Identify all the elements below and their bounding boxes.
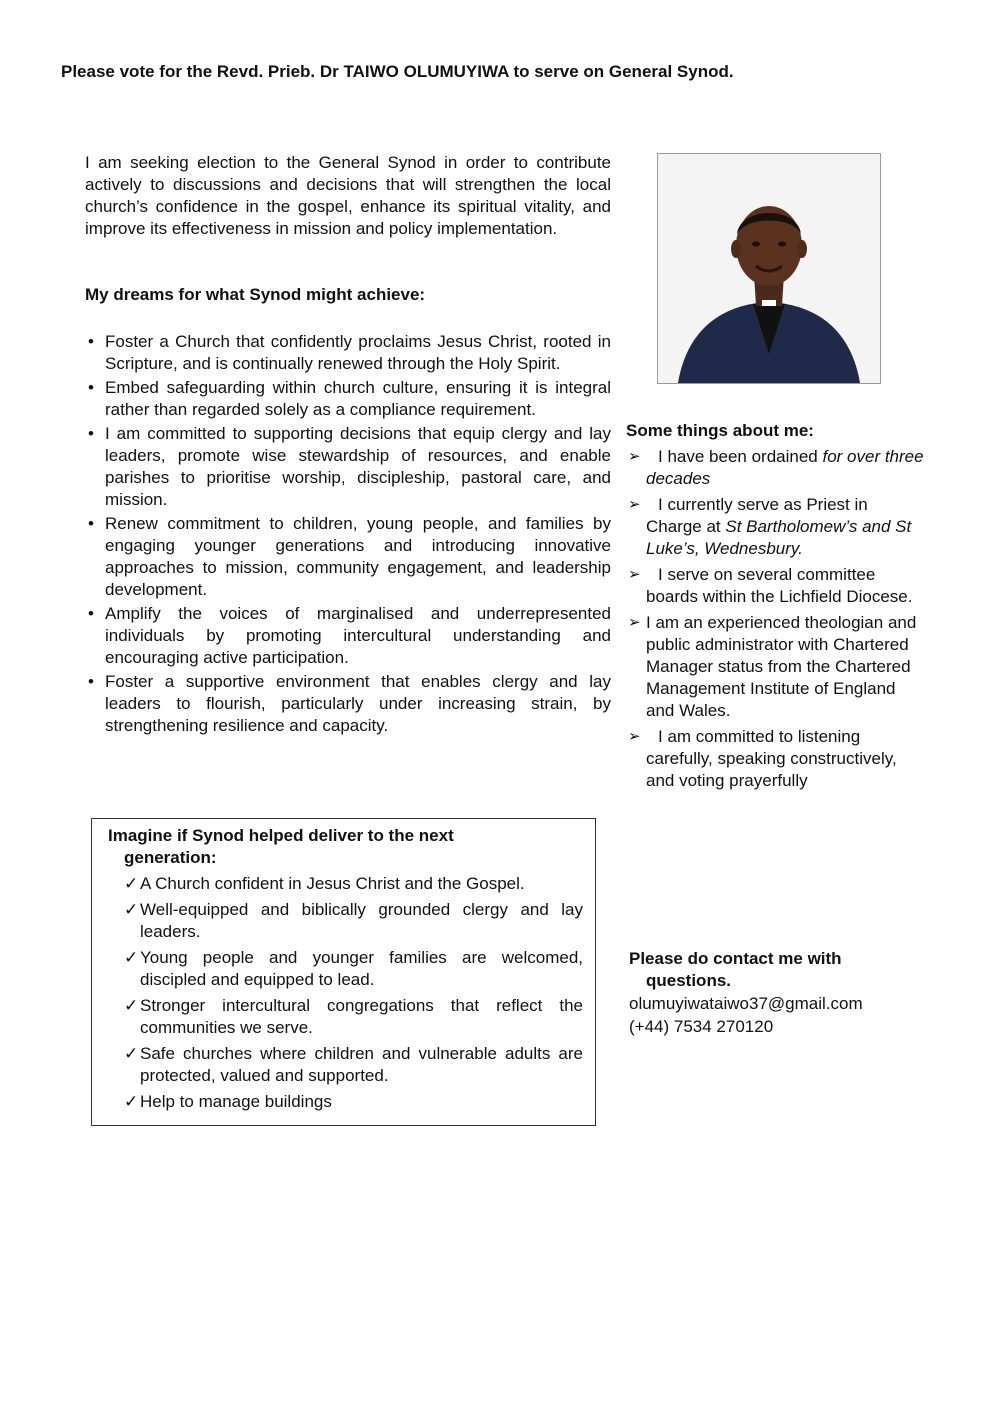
dreams-list — [85, 331, 611, 739]
list-item: ➢ I am an experienced theologian and public administrator with Chartered Manager status from the Chartered Management Institute of England and Wales. — [628, 613, 917, 720]
list-item: ➢ I currently serve as Priest in Charge at St Bartholomew’s and St Luke’s, Wednesbury. — [628, 495, 912, 558]
portrait-image — [658, 154, 880, 383]
check-icon: ✓ — [124, 874, 139, 893]
contact-phone: (+44) 7534 270120 — [629, 1017, 774, 1036]
list-item: • Foster a supportive environment that enables clergy and lay leaders to flourish, particularly under increasing strain, by strengthening resilience and capacity. — [88, 672, 611, 735]
list-item: • Foster a Church that confidently proclaims Jesus Christ, rooted in Scripture, and is continually renewed through the Holy Spirit. — [88, 332, 611, 373]
check-icon: ✓ — [124, 1044, 139, 1063]
bullet-icon: • — [88, 672, 94, 691]
check-icon: ✓ — [124, 948, 139, 967]
bullet-icon: • — [88, 514, 94, 533]
list-item: • I am committed to supporting decisions that equip clergy and lay leaders, promote wise stewardship of resources, and enable parishes to prioritise worship, discipleship, pastoral care, and mission. — [88, 424, 611, 509]
page-heading: Please vote for the Revd. Prieb. Dr TAIWO OLUMUYIWA to serve on General Synod. — [61, 62, 734, 81]
contact-email: olumuyiwataiwo37@gmail.com — [629, 994, 863, 1013]
bullet-icon: • — [88, 424, 94, 443]
list-item: • Renew commitment to children, young people, and families by engaging younger generations and introducing innovative approaches to mission, community engagement, and leadership development. — [88, 514, 611, 599]
list-item: ➢ I serve on several committee boards within the Lichfield Diocese. — [628, 565, 913, 606]
list-item: ✓ Young people and younger families are welcomed, discipled and equipped to lead. — [124, 948, 583, 989]
bullet-icon: • — [88, 604, 94, 623]
list-item: ✓ Well-equipped and biblically grounded clergy and lay leaders. — [124, 900, 583, 941]
list-item: ➢ I am committed to listening carefully, speaking constructively, and voting prayerfully — [628, 727, 897, 790]
list-item: ✓ Help to manage buildings — [124, 1092, 332, 1111]
candidate-photo — [657, 153, 881, 384]
intro-paragraph: I am seeking election to the General Synod in order to contribute actively to discussions and decisions that will strengthen the local church’s confidence in the gospel, enhance its spiritual vitality, and improve its effectiveness in mission and policy implementation. — [85, 153, 611, 238]
arrow-icon: ➢ — [628, 614, 641, 631]
list-item: ✓ A Church confident in Jesus Christ and the Gospel. — [124, 874, 525, 893]
imagine-title: Imagine if Synod helped deliver to the next generation: — [108, 826, 454, 867]
contact-title: Please do contact me with questions. — [629, 949, 842, 990]
list-item: ✓ Safe churches where children and vulnerable adults are protected, valued and supported. — [124, 1044, 583, 1085]
imagine-box — [91, 818, 596, 1126]
arrow-icon: ➢ — [628, 566, 641, 583]
arrow-icon: ➢ — [628, 496, 641, 513]
list-item: ✓ Stronger intercultural congregations that reflect the communities we serve. — [124, 996, 583, 1037]
about-list — [628, 446, 928, 796]
imagine-list — [108, 873, 583, 1113]
dreams-title: My dreams for what Synod might achieve: — [85, 285, 426, 304]
check-icon: ✓ — [124, 1092, 139, 1111]
check-icon: ✓ — [124, 900, 139, 919]
list-item: ➢ I have been ordained for over three decades — [628, 447, 924, 488]
about-title: Some things about me: — [626, 421, 814, 440]
bullet-icon: • — [88, 332, 94, 351]
arrow-icon: ➢ — [628, 728, 641, 745]
list-item: • Embed safeguarding within church culture, ensuring it is integral rather than regarded solely as a compliance requirement. — [88, 378, 611, 419]
bullet-icon: • — [88, 378, 94, 397]
list-item: • Amplify the voices of marginalised and underrepresented individuals by promoting intercultural understanding and encouraging active participation. — [88, 604, 611, 667]
arrow-icon: ➢ — [628, 448, 641, 465]
check-icon: ✓ — [124, 996, 139, 1015]
